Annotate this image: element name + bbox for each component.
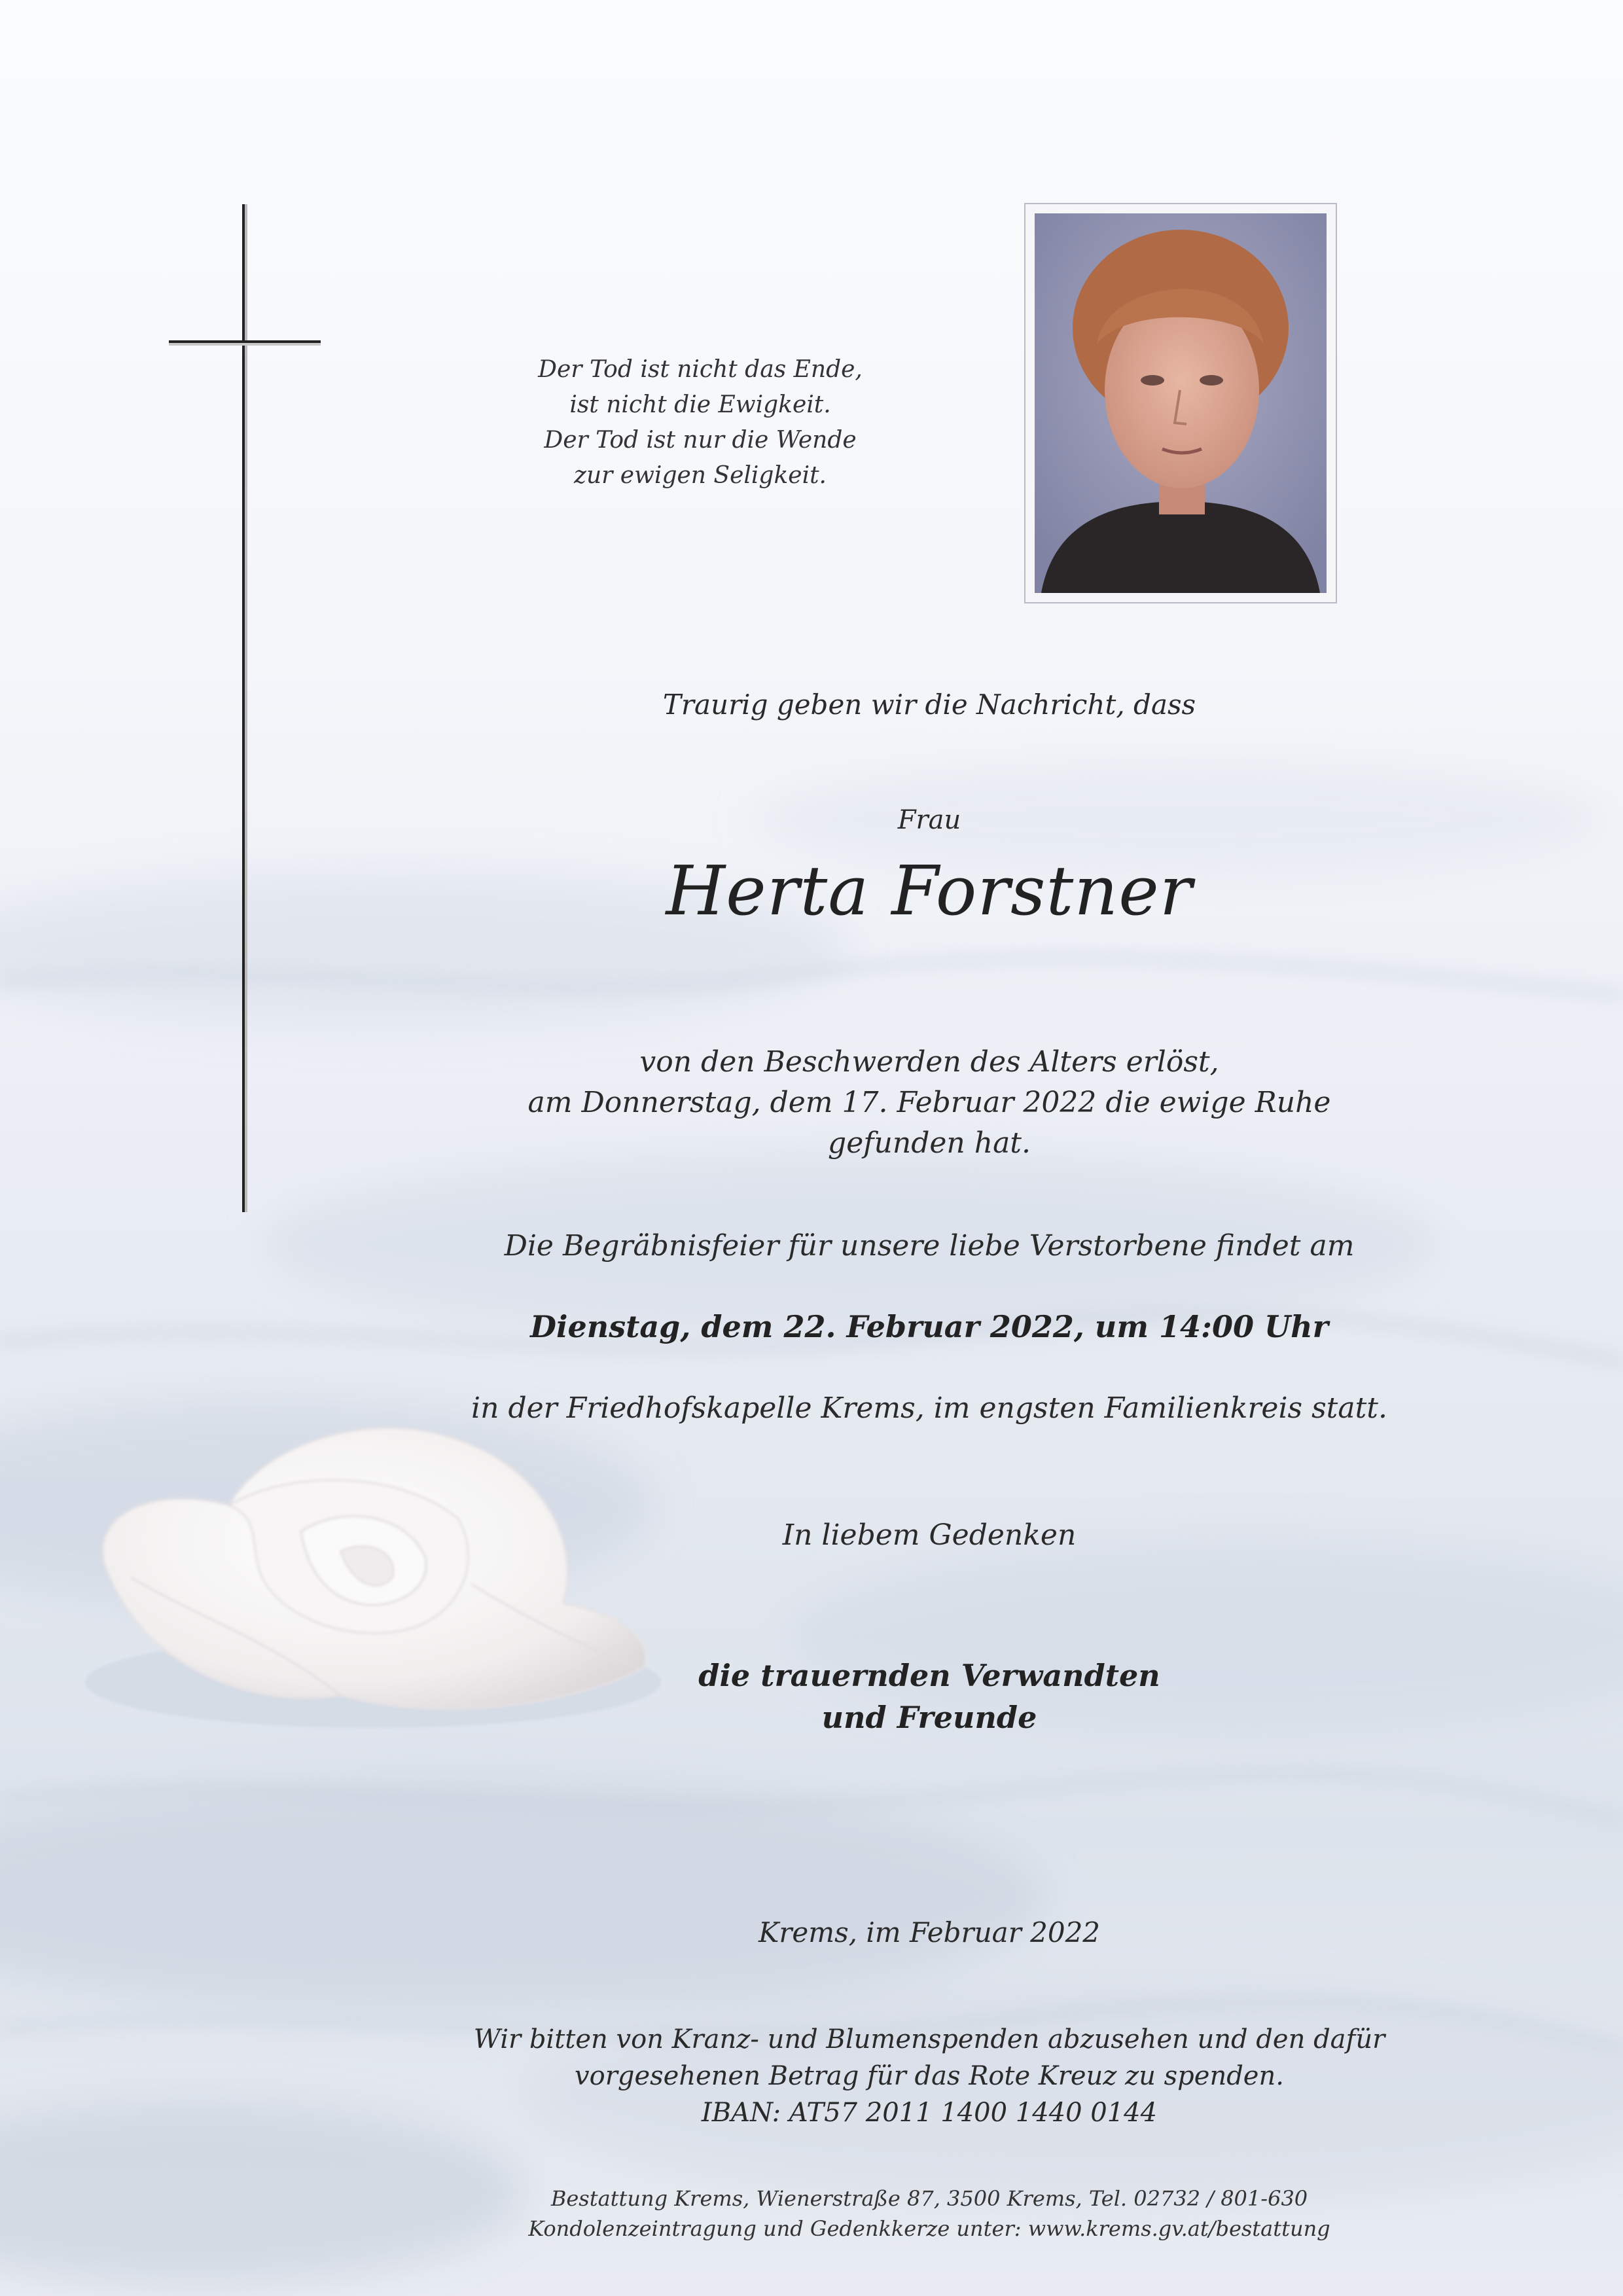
verse-line: Der Tod ist nicht das Ende, — [538, 356, 863, 383]
funeral-home-address: Bestattung Krems, Wienerstraße 87, 3500 Krems, Tel. 02732 / 801-630 — [550, 2186, 1308, 2211]
funeral-date-time: Dienstag, dem 22. Februar 2022, um 14:00 Uhr — [530, 1309, 1329, 1344]
verse — [497, 352, 903, 493]
donation-line: Wir bitten von Kranz- und Blumenspenden abzusehen und den dafür — [473, 2024, 1385, 2054]
funeral-intro: Die Begräbnisfeier für unsere liebe Verstorbene findet am — [504, 1229, 1355, 1263]
cross-vertical-bar — [242, 204, 247, 1212]
death-notice-line: gefunden hat. — [828, 1126, 1031, 1160]
death-notice-line: von den Beschwerden des Alters erlöst, — [639, 1045, 1219, 1079]
mourners — [419, 1655, 1440, 1738]
place-date: Krems, im Februar 2022 — [758, 1916, 1101, 1948]
memory-phrase: In liebem Gedenken — [782, 1518, 1077, 1552]
verse-line: zur ewigen Seligkeit. — [574, 462, 827, 489]
portrait-frame — [1024, 203, 1337, 603]
salutation: Frau — [897, 805, 961, 835]
funeral-place: in der Friedhofskapelle Krems, im engsten Familienkreis statt. — [471, 1391, 1387, 1425]
condolence-link: Kondolenzeintragung und Gedenkkerze unter: www.krems.gv.at/bestattung — [528, 2216, 1330, 2241]
announcement-intro: Traurig geben wir die Nachricht, dass — [662, 689, 1196, 721]
death-notice-line: am Donnerstag, dem 17. Februar 2022 die ewige Ruhe — [527, 1086, 1331, 1119]
cross-horizontal-bar — [169, 340, 321, 346]
portrait-photo — [1035, 213, 1327, 593]
funeral-home-footer — [419, 2183, 1440, 2244]
verse-line: ist nicht die Ewigkeit. — [569, 391, 831, 418]
deceased-name: Herta Forstner — [666, 851, 1193, 931]
donation-request — [419, 2021, 1440, 2131]
mourners-line: und Freunde — [821, 1700, 1037, 1735]
death-notice — [419, 1042, 1440, 1164]
mourners-line: die trauernden Verwandten — [698, 1658, 1160, 1693]
donation-iban: IBAN: AT57 2011 1400 1440 0144 — [701, 2098, 1158, 2128]
donation-line: vorgesehenen Betrag für das Rote Kreuz zu spenden. — [575, 2061, 1284, 2091]
verse-line: Der Tod ist nur die Wende — [544, 427, 857, 454]
